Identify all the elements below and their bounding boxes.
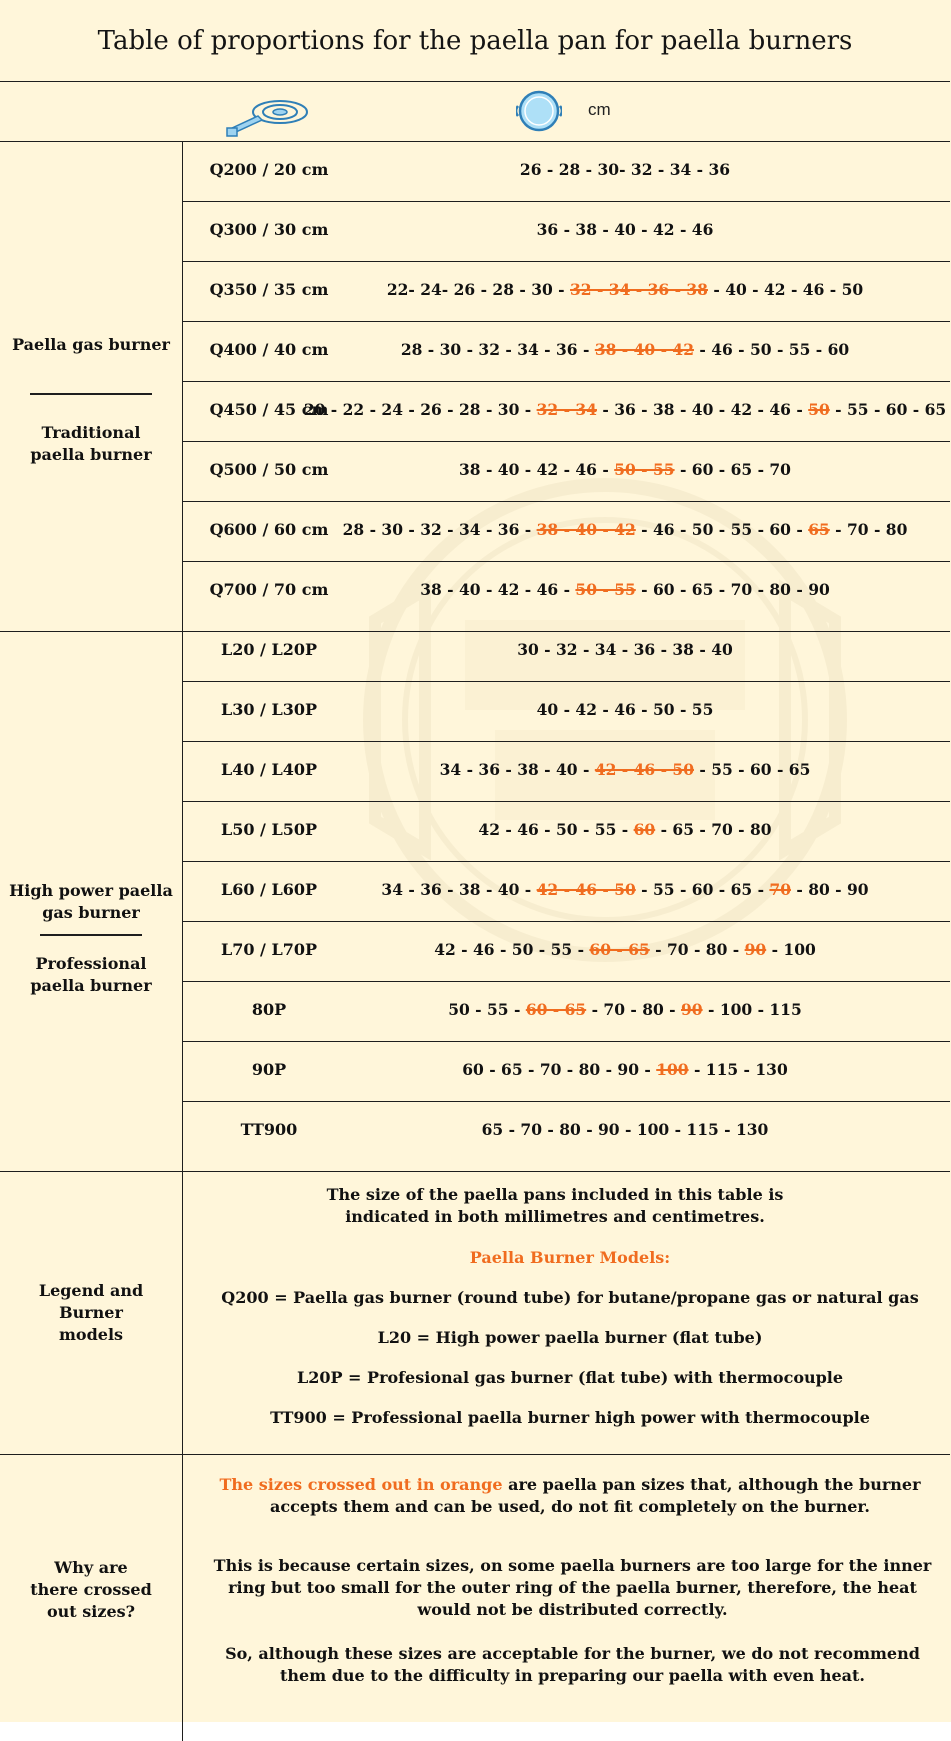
burner-model: L20 / L20P (220, 640, 318, 659)
row-divider (182, 381, 950, 382)
why-p1-rest: are paella pan sizes that, although the burner accepts them and can be used, do not fit completely on the burner. (270, 1475, 921, 1516)
burner-model: Q200 / 20 cm (209, 160, 329, 179)
burner-model: 90P (251, 1060, 287, 1079)
burner-model: Q700 / 70 cm (209, 580, 329, 599)
unit-label: cm (588, 100, 611, 119)
row-divider (182, 921, 950, 922)
size-text: 50 - 55 - (448, 1000, 526, 1019)
crossed-size: 50 - 55 (575, 580, 636, 599)
pan-sizes (300, 820, 950, 839)
row-divider (182, 741, 950, 742)
divider (0, 1454, 950, 1455)
why-paragraph-1 (205, 1474, 935, 1518)
row-divider (182, 1101, 950, 1102)
pan-sizes (300, 160, 950, 179)
size-text: 60 - 65 - 70 - 80 - 90 - (462, 1060, 657, 1079)
pan-sizes (300, 760, 950, 779)
page-title: Table of proportions for the paella pan for paella burners (97, 25, 853, 56)
row-divider (182, 261, 950, 262)
size-text: - 60 - 65 - 70 - 80 - 90 (635, 580, 830, 599)
size-text: - 115 - 130 (688, 1060, 788, 1079)
burner-model: Q300 / 30 cm (209, 220, 329, 239)
pan-sizes (300, 640, 950, 659)
burner-model: 80P (251, 1000, 287, 1019)
crossed-size: 70 (769, 880, 791, 899)
size-text: 34 - 36 - 38 - 40 - (381, 880, 537, 899)
burner-model: Q400 / 40 cm (209, 340, 329, 359)
divider (0, 81, 950, 82)
pan-sizes (300, 880, 950, 899)
pan-sizes (300, 220, 950, 239)
size-text: 30 - 32 - 34 - 36 - 38 - 40 (517, 640, 733, 659)
row-divider (182, 861, 950, 862)
size-text: 42 - 46 - 50 - 55 - (434, 940, 590, 959)
size-text: - 70 - 80 (829, 520, 908, 539)
size-text: 40 - 42 - 46 - 50 - 55 (536, 700, 714, 719)
group-label-high-top: High power paella gas burner (9, 881, 173, 922)
legend-heading: Paella Burner Models: (469, 1248, 671, 1267)
legend-line: Q200 = Paella gas burner (round tube) for butane/propane gas or natural gas (221, 1288, 919, 1307)
legend-line: L20P = Profesional gas burner (flat tube) with thermocouple (296, 1368, 844, 1387)
pan-sizes (300, 1120, 950, 1139)
crossed-size: 38 - 40 - 42 (536, 520, 636, 539)
why-paragraph-2: This is because certain sizes, on some paella burners are too large for the inner ring but too small for the outer ring of the paella burner, therefore, the heat would not be distributed correctly. (213, 1556, 932, 1619)
burner-model: TT900 (240, 1120, 298, 1139)
crossed-size: 38 - 40 - 42 (594, 340, 694, 359)
pan-sizes (300, 460, 950, 479)
group-label-gas-top: Paella gas burner (12, 335, 170, 354)
size-text: - 46 - 50 - 55 - 60 - (635, 520, 809, 539)
pan-sizes (300, 400, 950, 419)
group-separator (40, 934, 142, 936)
row-divider (182, 501, 950, 502)
size-text: 42 - 46 - 50 - 55 - (478, 820, 634, 839)
row-divider (182, 801, 950, 802)
size-text: 28 - 30 - 32 - 34 - 36 - (400, 340, 595, 359)
pan-sizes (300, 520, 950, 539)
size-text: 22- 24- 26 - 28 - 30 - (386, 280, 571, 299)
crossed-size: 90 (744, 940, 767, 959)
legend-line: TT900 = Professional paella burner high power with thermocouple (270, 1408, 870, 1427)
crossed-size: 50 (808, 400, 830, 419)
size-text: 65 - 70 - 80 - 90 - 100 - 115 - 130 (481, 1120, 769, 1139)
burner-model: Q450 / 45 cm (209, 400, 329, 419)
size-text: 20 - 22 - 24 - 26 - 28 - 30 - (303, 400, 537, 419)
crossed-size: 60 (633, 820, 656, 839)
size-text: 26 - 28 - 30- 32 - 34 - 36 (519, 160, 731, 179)
burner-model: Q350 / 35 cm (209, 280, 329, 299)
size-text: 38 - 40 - 42 - 46 - (459, 460, 615, 479)
why-label: Why are there crossed out sizes? (30, 1558, 152, 1621)
row-divider (182, 561, 950, 562)
size-text: 38 - 40 - 42 - 46 - (420, 580, 576, 599)
size-text: - 100 (766, 940, 816, 959)
size-text: 34 - 36 - 38 - 40 - (439, 760, 595, 779)
pan-sizes (300, 700, 950, 719)
legend-label: Legend and Burner models (38, 1281, 144, 1344)
size-text: - 36 - 38 - 40 - 42 - 46 - (596, 400, 809, 419)
why-highlight: The sizes crossed out in orange (219, 1475, 503, 1494)
size-text: - 70 - 80 - (649, 940, 745, 959)
size-text: - 46 - 50 - 55 - 60 (693, 340, 850, 359)
why-paragraph-3: So, although these sizes are acceptable for the burner, we do not recommend them due to the difficulty in preparing our paella with even heat. (225, 1644, 920, 1685)
row-divider (182, 201, 950, 202)
pan-sizes (300, 340, 950, 359)
pan-sizes (300, 1060, 950, 1079)
row-divider (182, 441, 950, 442)
burner-model: L40 / L40P (220, 760, 318, 779)
crossed-size: 32 - 34 (536, 400, 597, 419)
burner-model: Q500 / 50 cm (209, 460, 329, 479)
crossed-size: 65 (808, 520, 830, 539)
crossed-size: 42 - 46 - 50 (536, 880, 636, 899)
burner-model: Q600 / 60 cm (209, 520, 329, 539)
crossed-size: 32 - 34 - 36 - 38 (570, 280, 708, 299)
legend-line: L20 = High power paella burner (flat tube) (377, 1328, 763, 1347)
size-text: - 55 - 60 - 65 (693, 760, 811, 779)
crossed-size: 60 - 65 (589, 940, 650, 959)
burner-model: L70 / L70P (220, 940, 318, 959)
burner-model: L30 / L30P (220, 700, 318, 719)
legend-intro: The size of the paella pans included in this table is indicated in both millimetres and centimetres. (326, 1185, 784, 1226)
row-divider (182, 981, 950, 982)
size-text: - 55 - 60 - 65 (829, 400, 947, 419)
size-text: - 55 - 60 - 65 - (635, 880, 770, 899)
group-separator (30, 393, 152, 395)
pan-sizes (300, 1000, 950, 1019)
pan-sizes (300, 940, 950, 959)
crossed-size: 90 (681, 1000, 703, 1019)
burner-model: L60 / L60P (220, 880, 318, 899)
pan-sizes (300, 580, 950, 599)
size-text: - 100 - 115 (702, 1000, 802, 1019)
size-text: 36 - 38 - 40 - 42 - 46 (536, 220, 714, 239)
crossed-size: 50 - 55 (614, 460, 675, 479)
pan-sizes (300, 280, 950, 299)
paella-pan-icon (516, 90, 562, 132)
size-text: 28 - 30 - 32 - 34 - 36 - (342, 520, 537, 539)
row-divider (182, 1041, 950, 1042)
size-text: - 80 - 90 (790, 880, 869, 899)
burner-model: L50 / L50P (220, 820, 318, 839)
crossed-size: 100 (656, 1060, 689, 1079)
crossed-size: 60 - 65 (525, 1000, 587, 1019)
row-divider (182, 321, 950, 322)
divider (0, 631, 950, 632)
gas-burner-icon (224, 92, 310, 138)
row-divider (182, 681, 950, 682)
size-text: - 70 - 80 - (586, 1000, 682, 1019)
crossed-size: 42 - 46 - 50 (594, 760, 694, 779)
size-text: - 65 - 70 - 80 (655, 820, 772, 839)
divider (0, 1171, 950, 1172)
group-label-gas-bottom: Traditional paella burner (30, 423, 152, 464)
group-label-high-bottom: Professional paella burner (30, 954, 152, 995)
size-text: - 40 - 42 - 46 - 50 (707, 280, 864, 299)
size-text: - 60 - 65 - 70 (674, 460, 791, 479)
divider (0, 141, 950, 142)
